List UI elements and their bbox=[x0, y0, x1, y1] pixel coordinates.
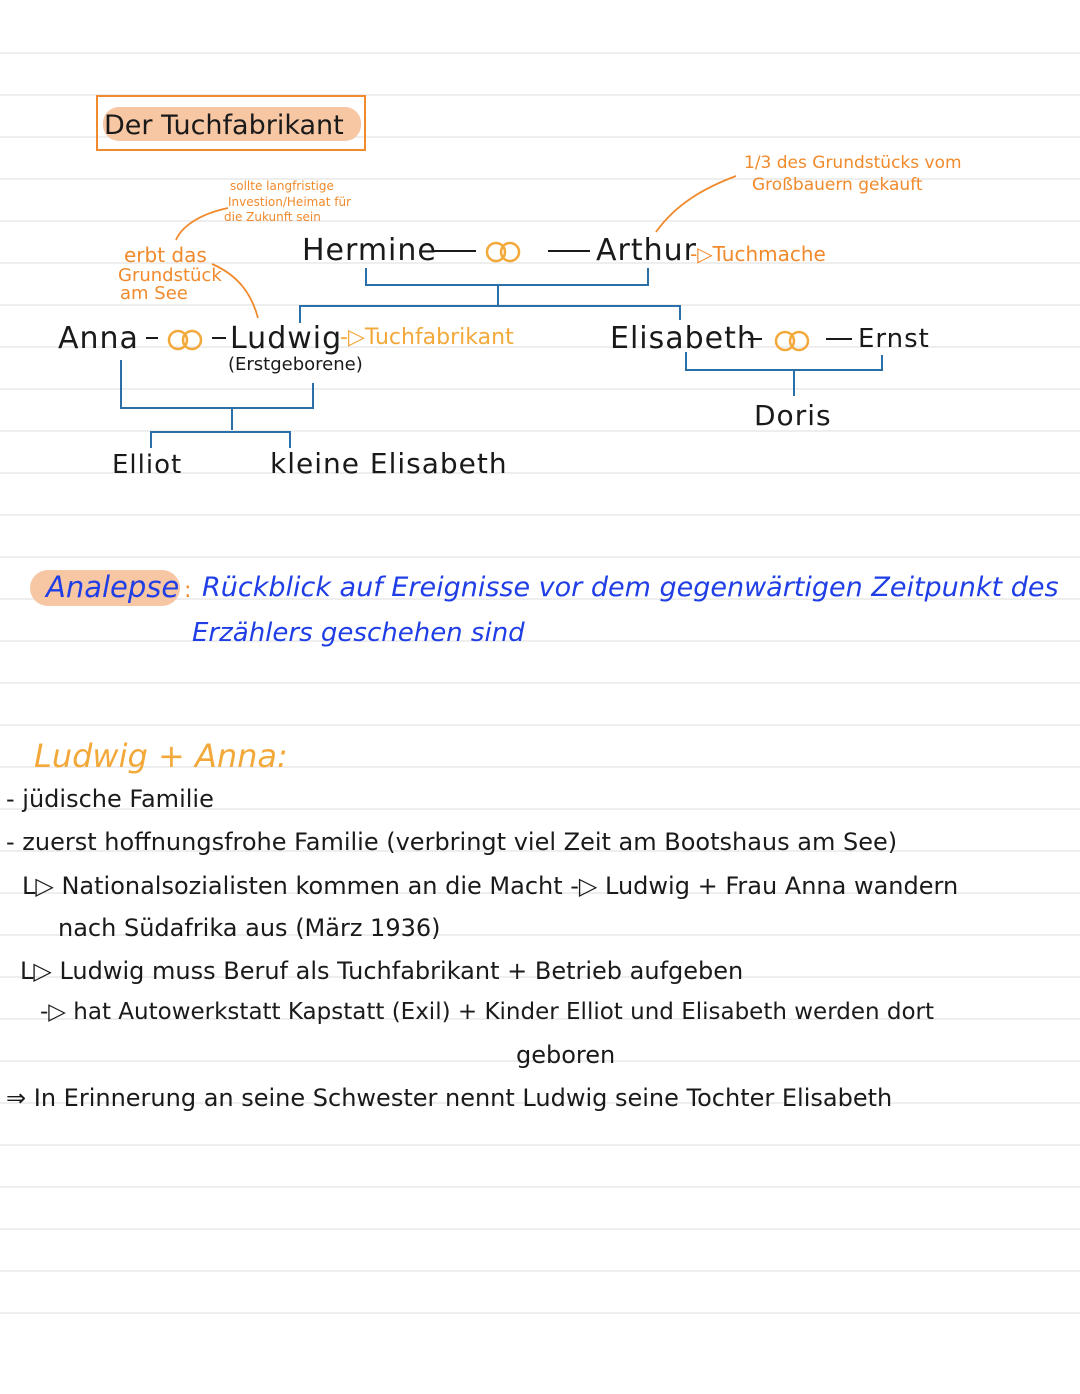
person-kleine-elisabeth: kleine Elisabeth bbox=[270, 447, 508, 480]
person-arthur: Arthur bbox=[596, 233, 697, 268]
analepse-definition-line2: Erzählers geschehen sind bbox=[192, 618, 525, 648]
analepse-colon: : bbox=[184, 578, 192, 603]
person-ludwig: Ludwig bbox=[230, 321, 343, 356]
person-ernst: Ernst bbox=[858, 324, 930, 354]
ludwig-occupation: -▷Tuchfabrikant bbox=[340, 325, 514, 350]
note-bought-2: Großbauern gekauft bbox=[752, 175, 923, 195]
note-line-3: L▷ Nationalsozialisten kommen an die Macht -▷ Ludwig + Frau Anna wandern bbox=[22, 872, 959, 900]
ludwig-firstborn-note: (Erstgeborene) bbox=[228, 354, 363, 375]
page-title: Der Tuchfabrikant bbox=[104, 110, 344, 141]
note-line-2: - zuerst hoffnungsfrohe Familie (verbringt viel Zeit am Bootshaus am See) bbox=[6, 828, 898, 856]
note-inherit-3: am See bbox=[120, 283, 188, 304]
arthur-occupation: -▷Tuchmache bbox=[690, 242, 826, 266]
person-elliot: Elliot bbox=[112, 450, 183, 480]
note-line-8: ⇒ In Erinnerung an seine Schwester nennt Ludwig seine Tochter Elisabeth bbox=[6, 1084, 893, 1112]
note-line-5: L▷ Ludwig muss Beruf als Tuchfabrikant + Betrieb aufgeben bbox=[20, 957, 744, 985]
note-investment-2: Investion/Heimat für bbox=[228, 195, 351, 209]
person-elisabeth: Elisabeth bbox=[610, 321, 757, 356]
person-hermine: Hermine bbox=[302, 233, 437, 268]
note-investment-1: sollte langfristige bbox=[230, 179, 334, 193]
section-heading: Ludwig + Anna: bbox=[34, 737, 288, 775]
note-inherit-1: erbt das bbox=[124, 243, 207, 267]
analepse-definition-line1: Rückblick auf Ereignisse vor dem gegenwärtigen Zeitpunkt des bbox=[202, 572, 1059, 603]
person-anna: Anna bbox=[58, 321, 139, 356]
note-inherit-2: Grundstück bbox=[118, 265, 222, 286]
note-line-1: - jüdische Familie bbox=[6, 785, 214, 813]
note-investment-3: die Zukunft sein bbox=[224, 210, 321, 224]
note-line-4: nach Südafrika aus (März 1936) bbox=[58, 914, 441, 942]
person-doris: Doris bbox=[754, 399, 832, 432]
analepse-term: Analepse bbox=[46, 570, 180, 604]
note-bought-1: 1/3 des Grundstücks vom bbox=[744, 153, 962, 173]
note-line-6: -▷ hat Autowerkstatt Kapstatt (Exil) + Kinder Elliot und Elisabeth werden dort bbox=[40, 999, 935, 1025]
note-line-7: geboren bbox=[516, 1041, 616, 1069]
